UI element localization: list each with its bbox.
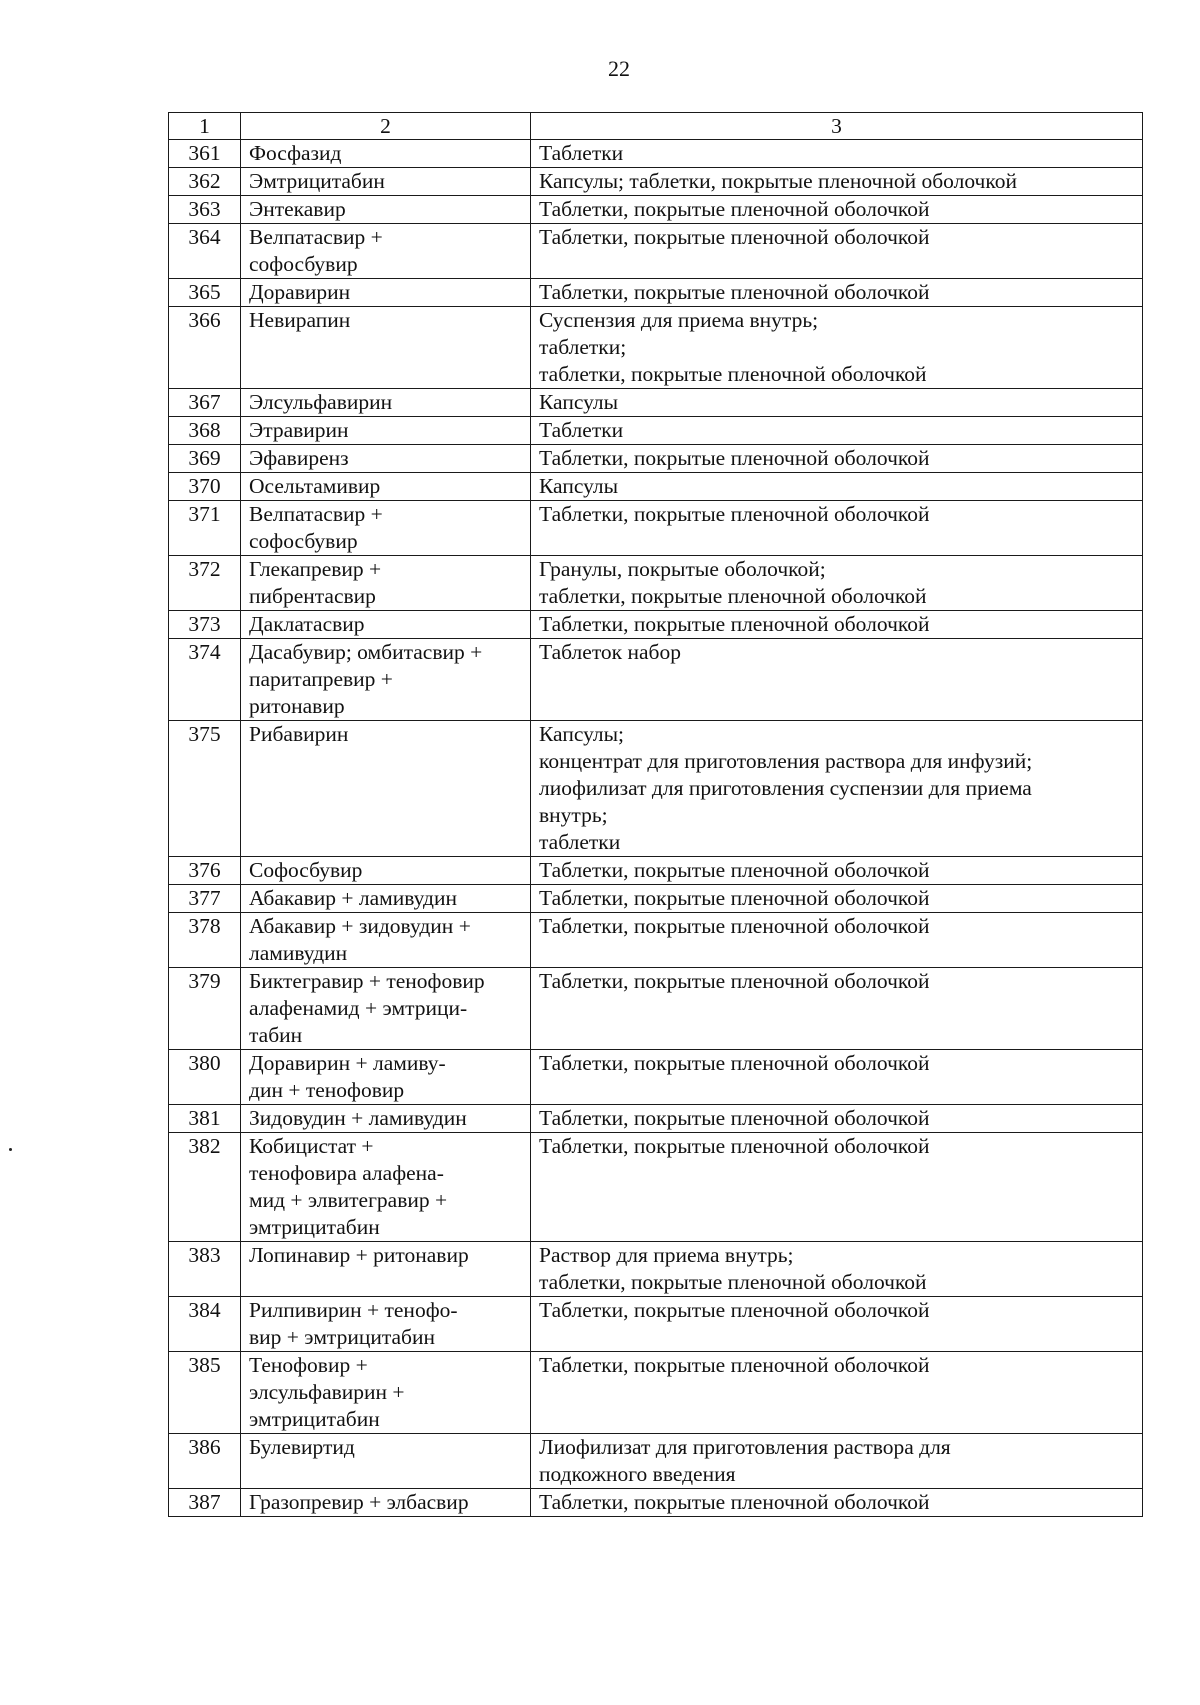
drug-name: Велпатасвир + софосбувир bbox=[241, 501, 531, 556]
table-body bbox=[169, 140, 1143, 1517]
drug-name: Рибавирин bbox=[241, 721, 531, 857]
row-number: 373 bbox=[169, 611, 241, 639]
drug-name: Невирапин bbox=[241, 307, 531, 389]
dosage-form: Таблетки bbox=[531, 417, 1143, 445]
table-row bbox=[169, 140, 1143, 168]
table-row bbox=[169, 168, 1143, 196]
row-number: 368 bbox=[169, 417, 241, 445]
drug-name: Кобицистат + тенофовира алафена- мид + элвитегравир + эмтрицитабин bbox=[241, 1133, 531, 1242]
column-header: 3 bbox=[531, 113, 1143, 140]
dosage-form: Таблетки, покрытые пленочной оболочкой bbox=[531, 445, 1143, 473]
dosage-form: Таблетки, покрытые пленочной оболочкой bbox=[531, 196, 1143, 224]
row-number: 375 bbox=[169, 721, 241, 857]
dosage-form: Лиофилизат для приготовления раствора для подкожного введения bbox=[531, 1434, 1143, 1489]
drug-name: Гразопревир + элбасвир bbox=[241, 1489, 531, 1517]
drug-name: Эмтрицитабин bbox=[241, 168, 531, 196]
drug-name: Фосфазид bbox=[241, 140, 531, 168]
table-row bbox=[169, 913, 1143, 968]
row-number: 385 bbox=[169, 1352, 241, 1434]
table-row bbox=[169, 417, 1143, 445]
row-number: 386 bbox=[169, 1434, 241, 1489]
dosage-form: Таблетки, покрытые пленочной оболочкой bbox=[531, 968, 1143, 1050]
table-row bbox=[169, 389, 1143, 417]
table-row bbox=[169, 196, 1143, 224]
table-row bbox=[169, 556, 1143, 611]
table-row bbox=[169, 639, 1143, 721]
table-row bbox=[169, 857, 1143, 885]
row-number: 363 bbox=[169, 196, 241, 224]
row-number: 377 bbox=[169, 885, 241, 913]
dosage-form: Суспензия для приема внутрь; таблетки; таблетки, покрытые пленочной оболочкой bbox=[531, 307, 1143, 389]
drug-name: Рилпивирин + тенофо- вир + эмтрицитабин bbox=[241, 1297, 531, 1352]
drug-name: Даклатасвир bbox=[241, 611, 531, 639]
dosage-form: Таблетки, покрытые пленочной оболочкой bbox=[531, 501, 1143, 556]
table-row bbox=[169, 1489, 1143, 1517]
table-row bbox=[169, 885, 1143, 913]
table-row bbox=[169, 1242, 1143, 1297]
table-row bbox=[169, 1050, 1143, 1105]
row-number: 378 bbox=[169, 913, 241, 968]
drug-name: Доравирин bbox=[241, 279, 531, 307]
drug-name: Осельтамивир bbox=[241, 473, 531, 501]
row-number: 382 bbox=[169, 1133, 241, 1242]
dosage-form: Капсулы; таблетки, покрытые пленочной оболочкой bbox=[531, 168, 1143, 196]
drug-name: Биктегравир + тенофовир алафенамид + эмтрици- табин bbox=[241, 968, 531, 1050]
row-number: 361 bbox=[169, 140, 241, 168]
table-row bbox=[169, 1352, 1143, 1434]
dosage-form: Таблетки, покрытые пленочной оболочкой bbox=[531, 913, 1143, 968]
row-number: 364 bbox=[169, 224, 241, 279]
dosage-form: Гранулы, покрытые оболочкой; таблетки, покрытые пленочной оболочкой bbox=[531, 556, 1143, 611]
drug-name: Глекапревир + пибрентасвир bbox=[241, 556, 531, 611]
table-row bbox=[169, 1434, 1143, 1489]
dosage-form: Таблетки, покрытые пленочной оболочкой bbox=[531, 857, 1143, 885]
drug-name: Эфавиренз bbox=[241, 445, 531, 473]
drug-name: Доравирин + ламиву- дин + тенофовир bbox=[241, 1050, 531, 1105]
row-number: 367 bbox=[169, 389, 241, 417]
dosage-form: Таблетки, покрытые пленочной оболочкой bbox=[531, 611, 1143, 639]
dosage-form: Таблетки, покрытые пленочной оболочкой bbox=[531, 1489, 1143, 1517]
row-number: 379 bbox=[169, 968, 241, 1050]
row-number: 381 bbox=[169, 1105, 241, 1133]
row-number: 362 bbox=[169, 168, 241, 196]
drug-name: Абакавир + зидовудин + ламивудин bbox=[241, 913, 531, 968]
row-number: 376 bbox=[169, 857, 241, 885]
table-row bbox=[169, 224, 1143, 279]
table-row bbox=[169, 1297, 1143, 1352]
row-number: 372 bbox=[169, 556, 241, 611]
table-header-row bbox=[169, 113, 1143, 140]
table-row bbox=[169, 1133, 1143, 1242]
dosage-form: Таблетки, покрытые пленочной оболочкой bbox=[531, 224, 1143, 279]
table-row bbox=[169, 307, 1143, 389]
dosage-form: Таблетки, покрытые пленочной оболочкой bbox=[531, 1050, 1143, 1105]
drug-name: Лопинавир + ритонавир bbox=[241, 1242, 531, 1297]
row-number: 384 bbox=[169, 1297, 241, 1352]
table-row bbox=[169, 968, 1143, 1050]
drug-name: Велпатасвир + софосбувир bbox=[241, 224, 531, 279]
row-number: 365 bbox=[169, 279, 241, 307]
table-row bbox=[169, 721, 1143, 857]
page-number: 22 bbox=[608, 56, 630, 81]
drug-name: Абакавир + ламивудин bbox=[241, 885, 531, 913]
drug-name: Дасабувир; омбитасвир + паритапревир + ритонавир bbox=[241, 639, 531, 721]
table-row bbox=[169, 501, 1143, 556]
dosage-form: Раствор для приема внутрь; таблетки, покрытые пленочной оболочкой bbox=[531, 1242, 1143, 1297]
table-row bbox=[169, 279, 1143, 307]
drug-name: Софосбувир bbox=[241, 857, 531, 885]
drug-name: Этравирин bbox=[241, 417, 531, 445]
row-number: 366 bbox=[169, 307, 241, 389]
dosage-form: Таблетки bbox=[531, 140, 1143, 168]
dosage-form: Таблетки, покрытые пленочной оболочкой bbox=[531, 1297, 1143, 1352]
drug-name: Тенофовир + элсульфавирин + эмтрицитабин bbox=[241, 1352, 531, 1434]
dosage-form: Таблетки, покрытые пленочной оболочкой bbox=[531, 279, 1143, 307]
drug-name: Элсульфавирин bbox=[241, 389, 531, 417]
column-header: 2 bbox=[241, 113, 531, 140]
drug-name: Энтекавир bbox=[241, 196, 531, 224]
row-number: 374 bbox=[169, 639, 241, 721]
dosage-form: Таблетки, покрытые пленочной оболочкой bbox=[531, 885, 1143, 913]
row-number: 369 bbox=[169, 445, 241, 473]
dosage-form: Капсулы; концентрат для приготовления раствора для инфузий; лиофилизат для приготовления суспензии для приема внутрь; таблетки bbox=[531, 721, 1143, 857]
scan-speck bbox=[9, 1148, 12, 1151]
row-number: 371 bbox=[169, 501, 241, 556]
row-number: 380 bbox=[169, 1050, 241, 1105]
table-row bbox=[169, 473, 1143, 501]
table-row bbox=[169, 445, 1143, 473]
drug-name: Зидовудин + ламивудин bbox=[241, 1105, 531, 1133]
table-row bbox=[169, 1105, 1143, 1133]
table-row bbox=[169, 611, 1143, 639]
drug-name: Булевиртид bbox=[241, 1434, 531, 1489]
row-number: 370 bbox=[169, 473, 241, 501]
dosage-form: Капсулы bbox=[531, 389, 1143, 417]
dosage-form: Таблетки, покрытые пленочной оболочкой bbox=[531, 1133, 1143, 1242]
dosage-form: Таблеток набор bbox=[531, 639, 1143, 721]
dosage-form: Таблетки, покрытые пленочной оболочкой bbox=[531, 1352, 1143, 1434]
drug-table bbox=[168, 112, 1143, 1517]
column-header: 1 bbox=[169, 113, 241, 140]
dosage-form: Таблетки, покрытые пленочной оболочкой bbox=[531, 1105, 1143, 1133]
row-number: 383 bbox=[169, 1242, 241, 1297]
row-number: 387 bbox=[169, 1489, 241, 1517]
dosage-form: Капсулы bbox=[531, 473, 1143, 501]
